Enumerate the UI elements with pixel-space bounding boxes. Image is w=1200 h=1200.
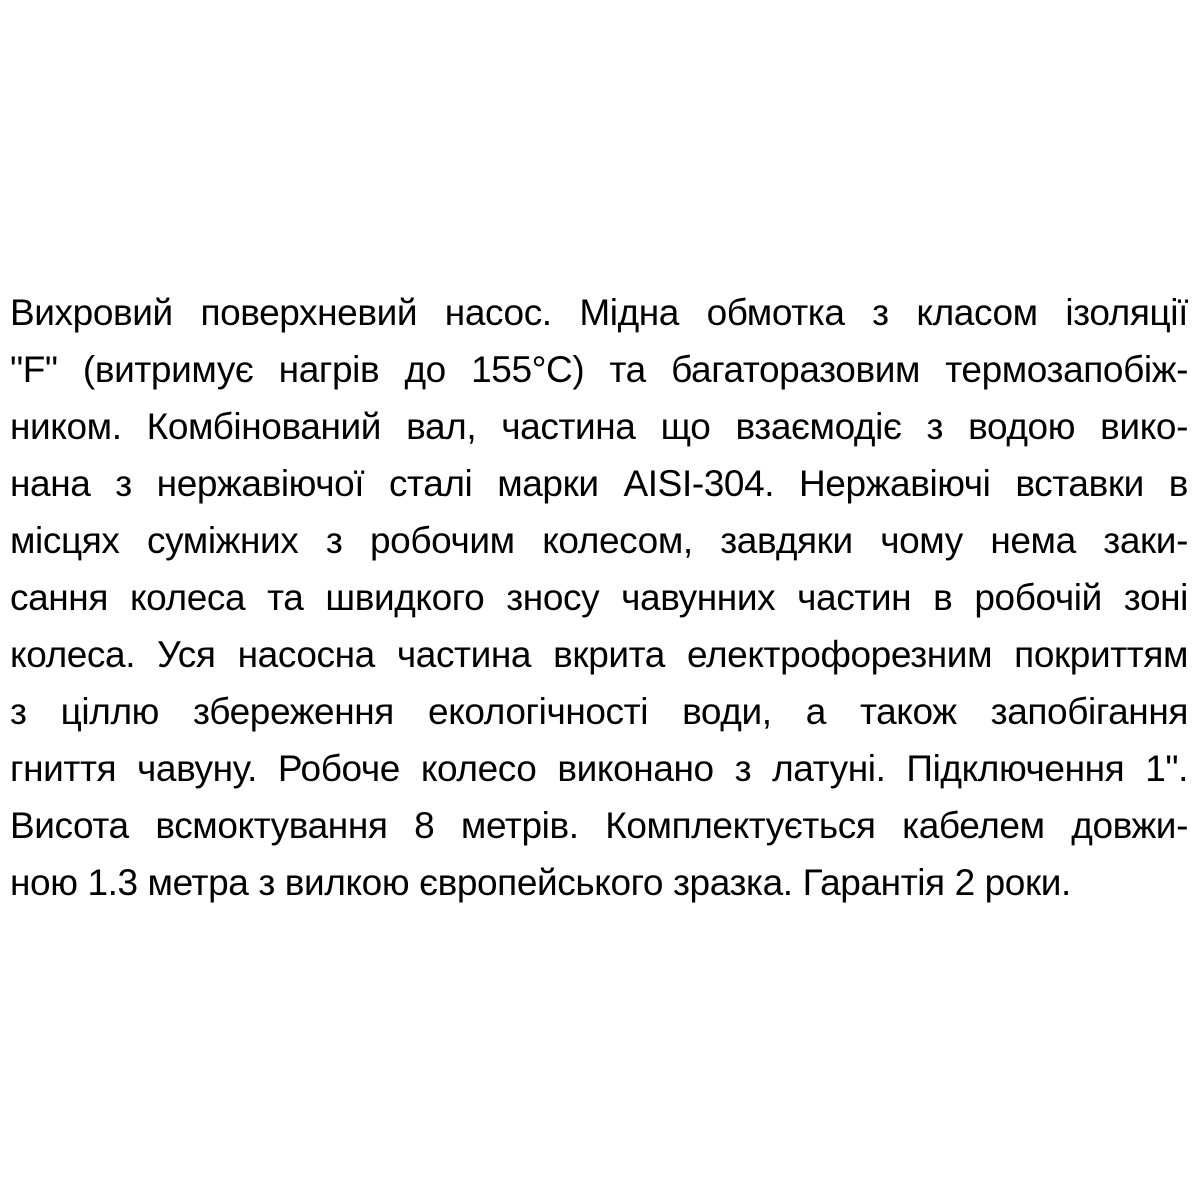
description-line: нана з нержавіючої сталі марки AISI-304. Нержавіючі вставки в [10, 463, 1188, 504]
description-line: з ціллю збереження екологічності води, а також запобігання [10, 691, 1188, 732]
description-line: гниття чавуну. Робоче колесо виконано з латуні. Підключення 1". [10, 748, 1188, 789]
description-line-last: ною 1.3 метра з вилкою європейського зразка. Гарантія 2 роки. [10, 862, 1071, 903]
description-line: Вихровий поверхневий насос. Мідна обмотка з класом ізоляції [10, 292, 1188, 333]
description-line: колеса. Уся насосна частина вкрита електрофорезним покриттям [10, 634, 1188, 675]
description-line: сання колеса та швидкого зносу чавунних частин в робочій зоні [10, 577, 1188, 618]
description-line: "F" (витримує нагрів до 155°C) та багаторазовим термозапобіж- [10, 349, 1188, 390]
description-line: місцях суміжних з робочим колесом, завдяки чому нема заки- [10, 520, 1188, 561]
product-description [10, 284, 1188, 911]
description-line: ником. Комбінований вал, частина що взаємодіє з водою вико- [10, 406, 1188, 447]
description-line: Висота всмоктування 8 метрів. Комплектується кабелем довжи- [10, 805, 1188, 846]
